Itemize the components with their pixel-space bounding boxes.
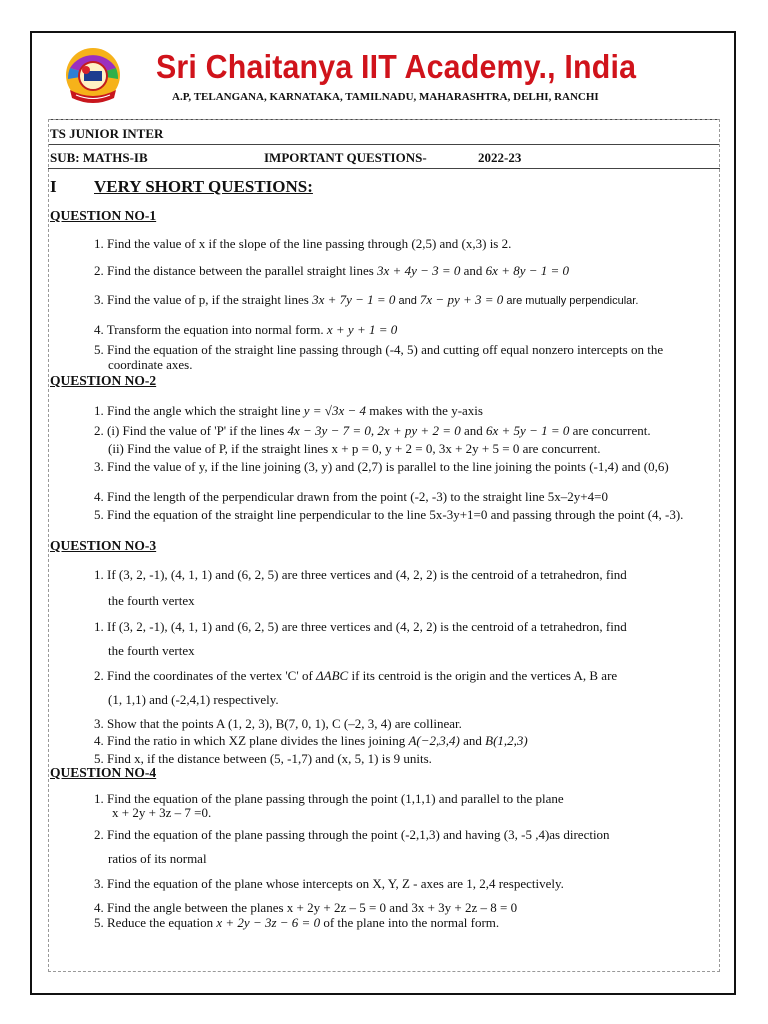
question-item: 3. Find the equation of the plane whose intercepts on X, Y, Z - axes are 1, 2,4 respectively.: [94, 876, 564, 891]
question-item: the fourth vertex: [108, 643, 195, 658]
question-heading: QUESTION NO-4: [50, 765, 157, 780]
question-item: 4. Transform the equation into normal form. x + y + 1 = 0: [94, 322, 398, 337]
question-item: 1. Find the equation of the plane passing through the point (1,1,1) and parallel to the plane: [94, 791, 564, 806]
question-item: 4. Find the ratio in which XZ plane divides the lines joining A(−2,3,4) and B(1,2,3): [94, 733, 528, 748]
academy-name: Sri Chaitanya IIT Academy., India: [156, 48, 637, 85]
question-item: 5. Find the equation of the straight line perpendicular to the line 5x-3y+1=0 and passing through the point (4, -3).: [94, 507, 684, 522]
question-item: (1, 1,1) and (-2,4,1) respectively.: [108, 692, 279, 707]
subject-label: SUB: MATHS-IB: [50, 150, 148, 165]
question-item: 2. Find the distance between the parallel straight lines 3x + 4y − 3 = 0 and 6x + 8y − 1 = 0: [94, 263, 570, 278]
question-item: 1. If (3, 2, -1), (4, 1, 1) and (6, 2, 5) are three vertices and (4, 2, 2) is the centroid of a tetrahedron, find: [94, 567, 627, 582]
question-item: x + 2y + 3z – 7 =0.: [112, 805, 212, 820]
question-item: 3. Show that the points A (1, 2, 3), B(7, 0, 1), C (–2, 3, 4) are collinear.: [94, 716, 462, 731]
question-item: 1. Find the value of x if the slope of the line passing through (2,5) and (x,3) is 2.: [94, 236, 512, 251]
question-item: (ii) Find the value of P, if the straight lines x + p = 0, y + 2 = 0, 3x + 2y + 5 = 0 are concurrent.: [108, 441, 601, 456]
question-item: 4. Find the length of the perpendicular drawn from the point (-2, -3) to the straight line 5x–2y+4=0: [94, 489, 608, 504]
question-heading: QUESTION NO-3: [50, 538, 157, 553]
question-item: 5. Reduce the equation x + 2y − 3z − 6 = 0 of the plane into the normal form.: [94, 915, 500, 930]
question-item: 5. Find x, if the distance between (5, -1,7) and (x, 5, 1) is 9 units.: [94, 751, 432, 766]
question-item: 2. Find the coordinates of the vertex 'C' of ΔABC if its centroid is the origin and the vertices A, B are: [94, 668, 618, 683]
section-title: VERY SHORT QUESTIONS:: [94, 177, 313, 196]
doc-type-label: IMPORTANT QUESTIONS-: [264, 150, 427, 165]
question-item: 1. Find the angle which the straight line y = √3x − 4 makes with the y-axis: [94, 403, 483, 418]
course-label: TS JUNIOR INTER: [50, 126, 164, 141]
question-item: the fourth vertex: [108, 593, 195, 608]
question-heading: QUESTION NO-2: [50, 373, 157, 388]
question-item: 2. Find the equation of the plane passing through the point (-2,1,3) and having (3, -5 ,4)as direction: [94, 827, 610, 842]
question-item: 5. Find the equation of the straight line passing through (-4, 5) and cutting off equal nonzero intercepts on the coordinate axes.: [94, 342, 664, 372]
question-item: 3. Find the value of p, if the straight lines 3x + 7y − 1 = 0 and 7x − py + 3 = 0 are mutually perpendicular.: [94, 292, 639, 307]
academy-logo-icon: [62, 46, 124, 108]
question-item: 4. Find the angle between the planes x + 2y + 2z – 5 = 0 and 3x + 3y + 2z – 8 = 0: [94, 900, 518, 915]
year-label: 2022-23: [478, 150, 522, 165]
question-item: 2. (i) Find the value of 'P' if the lines 4x − 3y − 7 = 0, 2x + py + 2 = 0 and 6x + 5y − 1 = 0 are concurrent.: [94, 423, 651, 438]
question-item: ratios of its normal: [108, 851, 207, 866]
letterhead: [48, 40, 720, 112]
section-number: I: [50, 177, 57, 196]
academy-states: A.P, TELANGANA, KARNATAKA, TAMILNADU, MAHARASHTRA, DELHI, RANCHI: [172, 91, 599, 103]
question-item: 3. Find the value of y, if the line joining (3, y) and (2,7) is parallel to the line joining the points (-1,4) and (0,6): [94, 459, 669, 474]
question-heading: QUESTION NO-1: [50, 208, 157, 223]
question-item: 1. If (3, 2, -1), (4, 1, 1) and (6, 2, 5) are three vertices and (4, 2, 2) is the centroid of a tetrahedron, find: [94, 619, 627, 634]
